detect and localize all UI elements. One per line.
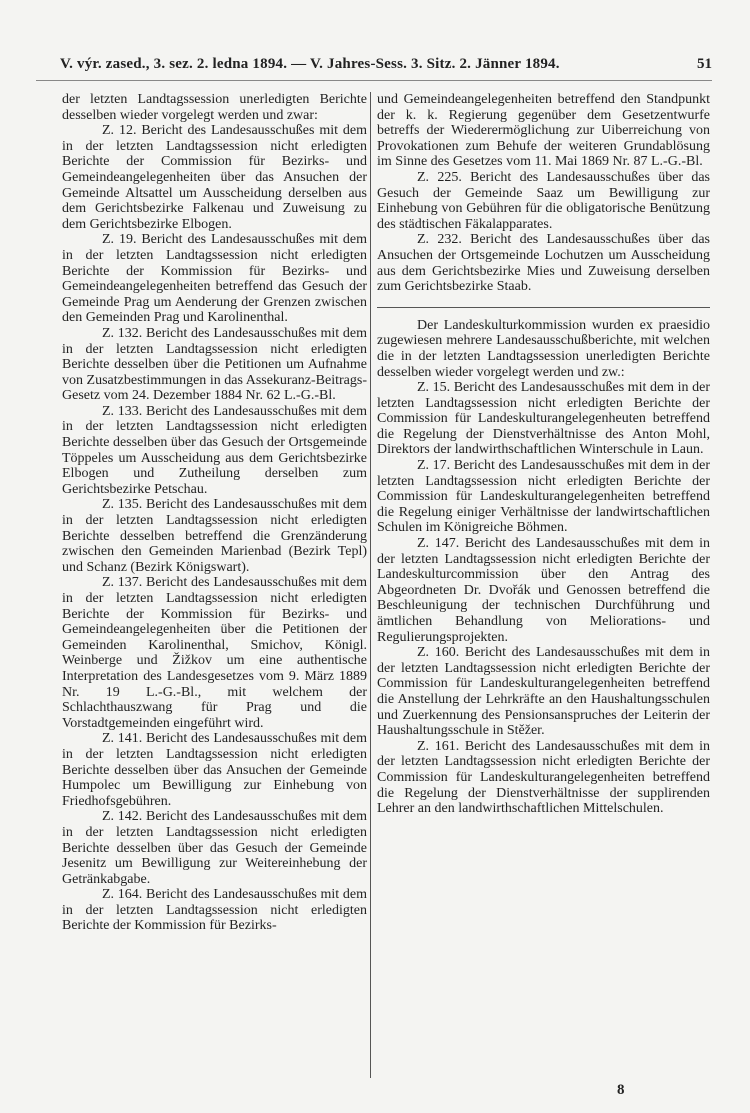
signature-mark: 8 [617, 1082, 625, 1098]
paragraph: Z. 225. Bericht des Landesausschußes über das Gesuch der Gemeinde Saaz um Bewilligung zur Einhebung von Gebühren für die obligatorische Benützung des städtischen Fäkalapparates. [377, 169, 710, 232]
paragraph: Z. 147. Bericht des Landesausschußes mit dem in der letzten Landtagssession nicht erledigten Berichte der Landeskulturcommission über den Antrag des Abgeordneten Dr. Dvořák und Genossen betreffend die Beschleunigung der technischen Durchführung und ämtlichen Behandlung von Meliorations- und Regulierungsprojekten. [377, 536, 710, 645]
column-divider [370, 92, 371, 1078]
paragraph: Z. 141. Bericht des Landesausschußes mit dem in der letzten Landtagssession nicht erledigten Berichte desselben über das Ansuchen der Gemeinde Humpolec um Bewilligung zur Einhebung von Friedhofsgebühren. [62, 731, 367, 809]
paragraph: Z. 137. Bericht des Landesausschußes mit dem in der letzten Landtagssession nicht erledigten Berichte der Kommission für Bezirks- und Gemeindeangelegenheiten über die Petitionen der Gemeinden Karolinenthal, Smichov, Königl. Weinberge und Žižkov um eine authentische Interpretation des Landesgesetzes vom 9. März 1889 Nr. 19 L.-G.-Bl., mit welchem der Schlachthauszwang für Prag und die Vorstadtgemeinden eingeführt wird. [62, 575, 367, 731]
paragraph: Z. 17. Bericht des Landesausschußes mit dem in der letzten Landtagssession nicht erledigten Berichte der Commission für Landeskulturangelegenheiten betreffend die Regelung einiger Verhältnisse der landwirtschaftlichen Schulen im Königreiche Böhmen. [377, 458, 710, 536]
page-number: 51 [697, 56, 712, 72]
paragraph: Z. 232. Bericht des Landesausschußes über das Ansuchen der Ortsgemeinde Lochutzen um Ausscheidung aus dem Gerichtsbezirke Mies und Zuweisung derselben zum Gerichtsbezirke Staab. [377, 232, 710, 295]
paragraph: Der Landeskulturkommission wurden ex praesidio zugewiesen mehrere Landesausschußberichte, mit welchen die in der letzten Landtagssession unerledigten Berichte desselben wieder vorgelegt werden und zw.: [377, 317, 710, 380]
header-rule [36, 80, 712, 81]
paragraph: Z. 132. Bericht des Landesausschußes mit dem in der letzten Landtagssession nicht erledigten Berichte desselben über die Petitionen um Aufnahme von Zusatzbestimmungen in das Assekuranz-Beitrags-Gesetz vom 24. Dezember 1884 Nr. 62 L.-G.-Bl. [62, 325, 367, 404]
paragraph: Z. 164. Bericht des Landesausschußes mit dem in der letzten Landtagssession nicht erledigten Berichte der Kommission für Bezirks- [62, 887, 367, 934]
paragraph: Z. 19. Bericht des Landesausschußes mit dem in der letzten Landtagssession nicht erledigten Berichte der Kommission für Bezirks- und Gemeindeangelegenheiten betreffend das Gesuch der Gemeinde Prag um Aenderung der Grenzen zwischen den Gemeinden Prag und Karolinenthal. [62, 232, 367, 326]
section-rule [377, 307, 710, 308]
left-column [62, 92, 367, 934]
paragraph: Z. 161. Bericht des Landesausschußes mit dem in der letzten Landtagssession nicht erledigten Berichte der Commission für Landeskulturangelegenheiten betreffend die Regelung der Dienstverhältnisse der supplirenden Lehrer an den landwirthschaftlichen Mittelschulen. [377, 738, 710, 817]
running-header [60, 56, 712, 78]
paragraph: Z. 135. Bericht des Landesausschußes mit dem in der letzten Landtagssession nicht erledigten Berichte desselben betreffend die Grenzänderung zwischen den Gemeinden Marienbad (Bezirk Tepl) und Schanz (Bezirk Königswart). [62, 497, 367, 575]
paragraph: der letzten Landtagssession unerledigten Berichte desselben wieder vorgelegt werden und zwar: [62, 92, 367, 123]
paragraph: Z. 15. Bericht des Landesausschußes mit dem in der letzten Landtagssession nicht erledigten Berichte der Commission für Landeskulturangelegenheuten betreffend die Regelung der Dienstverhältnisse des Anton Mohl, Direktors der landwirthschaftlichen Winterschule in Laun. [377, 380, 710, 458]
paragraph: Z. 142. Bericht des Landesausschußes mit dem in der letzten Landtagssession nicht erledigten Berichte desselben über das Gesuch der Gemeinde Jesenitz um Bewilligung zur Weitereinhebung der Getränkabgabe. [62, 809, 367, 887]
paragraph: und Gemeindeangelegenheiten betreffend den Standpunkt der k. k. Regierung gegenüber dem Gesetzentwurfe betreffs der Wiederermöglichung zur Uiberreichung von Provokationen zum Behufe der weiteren Grundablösung im Sinne des Gesetzes vom 11. Mai 1869 Nr. 87 L.-G.-Bl. [377, 92, 710, 170]
paragraph: Z. 12. Bericht des Landesausschußes mit dem in der letzten Landtagssession nicht erledigten Berichte der Commission für Bezirks- und Gemeindeangelegenheiten über das Ansuchen der Gemeinde Altsattel um Ausscheidung derselben aus dem Gerichtsbezirke Falkenau und Zuweisung zu dem Gerichtsbezirke Elbogen. [62, 123, 367, 232]
paragraph: Z. 133. Bericht des Landesausschußes mit dem in der letzten Landtagssession nicht erledigten Berichte desselben über das Gesuch der Ortsgemeinde Töppeles um Ausscheidung aus dem Gerichtsbezirke Elbogen und Zutheilung derselben zum Gerichtsbezirke Petschau. [62, 403, 367, 497]
paragraph: Z. 160. Bericht des Landesausschußes mit dem in der letzten Landtagssession nicht erledigten Berichte der Commission für Landeskulturangelegenheiten betreffend die Anstellung der Lehrkräfte an den Haushaltungsschulen und Zuerkennung des Pensionsanspruches der Leiterin der Haushaltungsschule in Stěžer. [377, 645, 710, 739]
right-column [377, 92, 710, 817]
running-title: V. výr. zased., 3. sez. 2. ledna 1894. — V. Jahres-Sess. 3. Sitz. 2. Jänner 1894. [60, 56, 560, 72]
